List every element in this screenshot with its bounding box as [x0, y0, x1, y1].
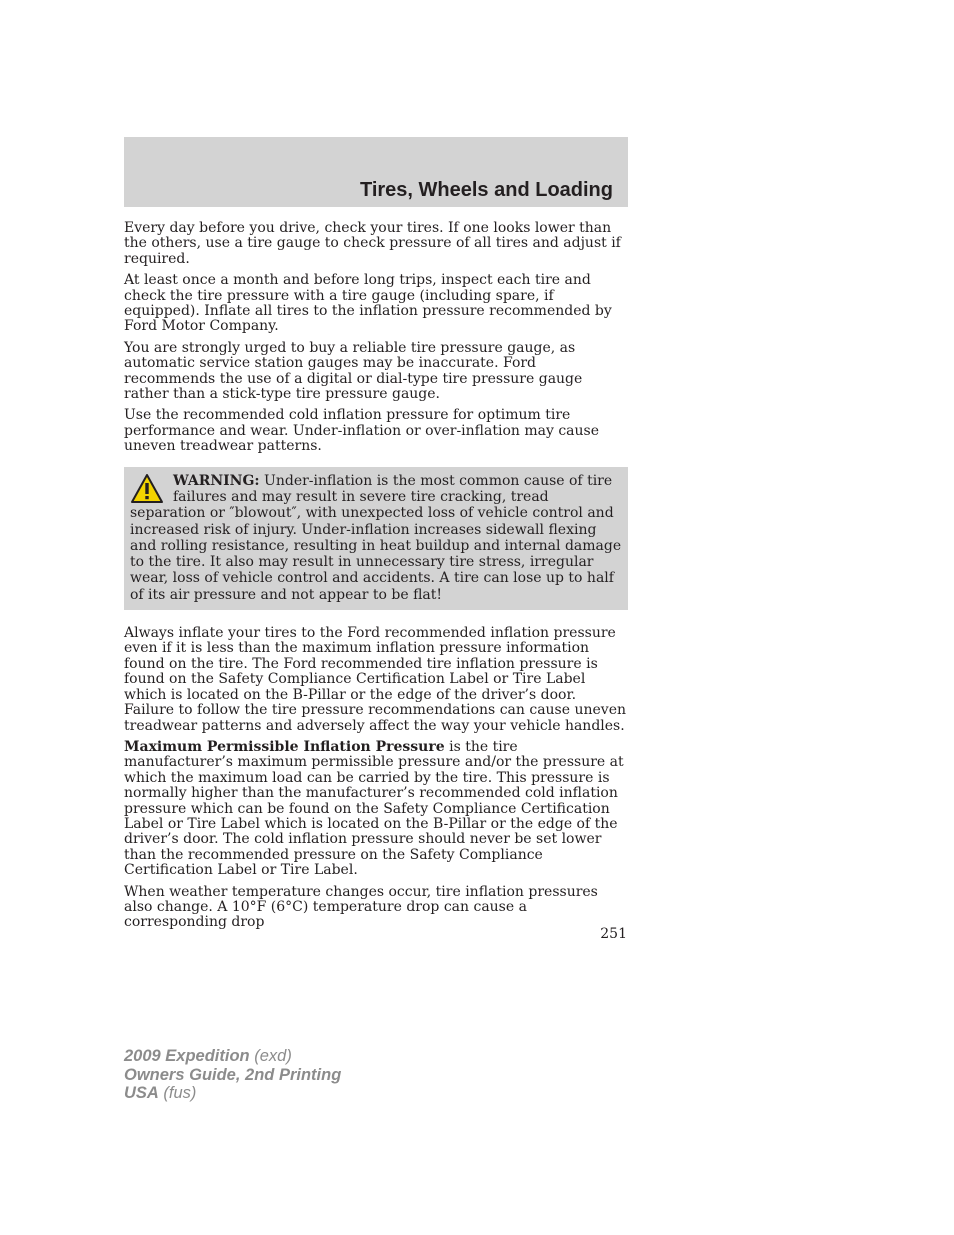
warning-box	[124, 467, 628, 610]
paragraph-cold-pressure: Use the recommended cold inflation pressure for optimum tire performance and wear. Under-inflation or over-inflation may cause uneven treadwear patterns.	[124, 407, 600, 455]
paragraph-daily-check: Every day before you drive, check your tires. If one looks lower than the others, use a tire gauge to check pressure of all tires and adjust if required.	[124, 220, 621, 267]
warning-label: WARNING:	[173, 472, 260, 489]
paragraph-always-inflate: Always inflate your tires to the Ford recommended inflation pressure even if it is less than the maximum inflation pressure information found on the tire. The Ford recommended tire inflation pressure is found on the Safety Compliance Certification Label or Tire Label which is located on the B-Pillar or the edge of the driver’s door. Failure to follow the tire pressure recommendations can cause uneven treadwear patterns and adversely affect the way your vehicle handles.	[124, 625, 627, 734]
footer-line-printing: Owners Guide, 2nd Printing	[124, 1065, 342, 1084]
warning-triangle-icon	[130, 473, 164, 505]
paragraph-temperature: When weather temperature changes occur, tire inflation pressures also change. A 10°F (6°C) temperature drop can cause a corresponding drop	[124, 883, 598, 931]
footer-line-market: USA (fus)	[124, 1084, 197, 1102]
page-number: 251	[600, 926, 627, 942]
footer-line-model: 2009 Expedition (exd)	[124, 1047, 292, 1065]
section-title: Tires, Wheels and Loading	[359, 179, 613, 201]
max-pressure-text: is the tire manufacturer’s maximum permissible pressure and/or the pressure at which the maximum load can be carried by the tire. This pressure is normally higher than the manufacturer’s recommended cold inflation pressure which can be found on the Safety Compliance Certification Label or Tire Label which is located on the B-Pillar or the edge of the driver’s door. The cold inflation pressure should never be set lower than the recommended pressure on the Safety Compliance Certification Label or Tire Label.	[124, 738, 624, 879]
paragraph-max-pressure	[124, 740, 628, 879]
page-body	[124, 221, 628, 937]
document-footer	[124, 1047, 341, 1103]
paragraph-gauge: You are strongly urged to buy a reliable tire pressure gauge, as automatic service station gauges may be inaccurate. Ford recommends the use of a digital or dial-type tire pressure gauge rather than a stick-type tire pressure gauge.	[124, 339, 583, 403]
paragraph-monthly-check: At least once a month and before long trips, inspect each tire and check the tire pressure with a tire gauge (including spare, if equipped). Inflate all tires to the inflation pressure recommended by Ford Motor Company.	[124, 272, 612, 335]
warning-text: Under-inflation is the most common cause of tire failures and may result in severe tire cracking, tread separation or ″blowout″, with unexpected loss of vehicle control and increased risk of injury. Under-inflation increases sidewall flexing and rolling resistance, resulting in heat buildup and internal damage to the tire. It also may result in unnecessary tire stress, irregular wear, loss of vehicle control and accidents. A tire can lose up to half of its air pressure and not appear to be flat!	[130, 472, 622, 603]
section-header-band	[124, 137, 628, 207]
max-pressure-term: Maximum Permissible Inflation Pressure	[124, 738, 445, 755]
